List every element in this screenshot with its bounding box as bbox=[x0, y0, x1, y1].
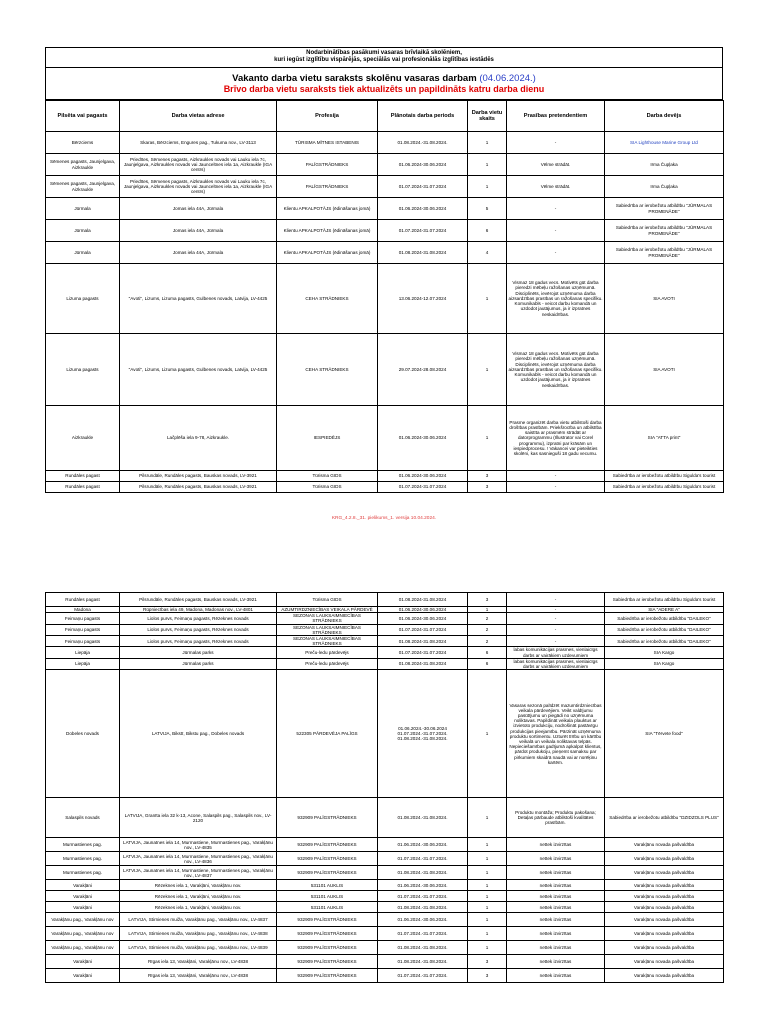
cell-address: LATVIJA, Stirnienes muiža, Varakļānu pag., Varakļānu nov., LV-4838 bbox=[120, 927, 277, 941]
cell-requirements: - bbox=[507, 613, 605, 624]
cell-address: LATVIJA, Stirnienes muiža, Varakļānu pag., Varakļānu nov., LV-4837 bbox=[120, 913, 277, 927]
cell-requirements: nettek izvirzītas bbox=[507, 880, 605, 891]
cell-requirements: - bbox=[507, 593, 605, 607]
table-row bbox=[46, 198, 724, 220]
cell-period: 01.08.2024-31.08.2024 bbox=[378, 242, 468, 264]
cell-address: Rēzeknes iela 1, Varakļāni, Varakļānu nov. bbox=[120, 902, 277, 913]
cell-requirements: nettek izvirzītas bbox=[507, 838, 605, 852]
cell-address: Pilsrundāle, Rundāles pagasts, Bauskas novads, LV-3921 bbox=[120, 471, 277, 482]
cell-employer: SIA "ATTA print" bbox=[605, 406, 724, 471]
vacancy-table-1-body bbox=[46, 132, 724, 493]
table-row bbox=[46, 969, 724, 983]
cell-count: 2 bbox=[468, 624, 507, 635]
cell-period: 01.07.2024-31.07.2024 bbox=[378, 647, 468, 658]
cell-profession: Klientu APKALPOTĀJS (ēdināšanas jomā) bbox=[277, 242, 378, 264]
cell-city: Varakļāni bbox=[46, 955, 120, 969]
cell-period: 01.06.2024-30.06.2024 bbox=[378, 607, 468, 613]
header-line-1: Nodarbinātības pasākumi vasaras brīvlaikā skolēniem, bbox=[306, 50, 462, 56]
table-row bbox=[46, 334, 724, 406]
table-row bbox=[46, 647, 724, 658]
cell-employer: Sabiedrība ar ierobežotu atbildību Sigulda's tourist bbox=[605, 482, 724, 493]
table-row bbox=[46, 902, 724, 913]
cell-count: 1 bbox=[468, 902, 507, 913]
cell-employer: Varakļānu novada pašvaldība bbox=[605, 955, 724, 969]
cell-profession: Tūrisma GIDS bbox=[277, 593, 378, 607]
cell-address: Rūpniecības iela 49, Madona, Madonas nov., LV-4801 bbox=[120, 607, 277, 613]
cell-period: 01.08.2024.-31.08.2024. bbox=[378, 132, 468, 154]
cell-period: 01.08.2024.-31.08.2024. bbox=[378, 941, 468, 955]
cell-requirements: Vismaz 18 gadus vecs. Motivēts gūt darba pieredzi mēbeļu ražošanas uzņēmumā. Disciplinēts, ievērojot uzņēmuma darba aizsardzības prasības un ražošanas specifiku. Komunikabls - veicot darbu komandā un uzdodot jautājumus, ja ir izpratnes neskaidrības. bbox=[507, 334, 605, 406]
cell-profession: 522305 PĀRDEVĒJA PALĪGS bbox=[277, 670, 378, 798]
cell-profession: 932909 PALĪGSTRĀDNIEKS bbox=[277, 913, 378, 927]
cell-requirements: nettek izvirzītas bbox=[507, 852, 605, 866]
cell-requirements: - bbox=[507, 242, 605, 264]
cell-period: 29.07.2024-28.08.2024 bbox=[378, 334, 468, 406]
col-header-profession: Profesija bbox=[277, 101, 378, 132]
col-header-employer: Darba devējs bbox=[605, 101, 724, 132]
cell-city: Rundāles pagast bbox=[46, 482, 120, 493]
cell-requirements: nettek izvirzītas bbox=[507, 941, 605, 955]
cell-requirements: Vismaz 18 gadus vecs. Motivēts gūt darba pieredzi mēbeļu ražošanas uzņēmumā. Disciplinēts, ievērojot uzņēmuma darba aizsardzības prasības un ražošanas specifiku. Komunikabls - veicot darbu komandā un uzdodot jautājumus, ja ir izpratnes neskaidrības. bbox=[507, 264, 605, 334]
col-header-city: Pilsēta vai pagasts bbox=[46, 101, 120, 132]
cell-employer: Sabiedrība ar ierobežotu atbildību Sigulda's tourist bbox=[605, 471, 724, 482]
cell-employer: Irma Čupļaka bbox=[605, 154, 724, 176]
cell-profession: CEHA STRĀDNIEKS bbox=[277, 264, 378, 334]
list-title-block bbox=[46, 68, 722, 100]
cell-count: 3 bbox=[468, 471, 507, 482]
cell-address: Jomas iela 44A, Jūrmala bbox=[120, 198, 277, 220]
table-row bbox=[46, 955, 724, 969]
cell-requirements: nettek izvirzītas bbox=[507, 913, 605, 927]
cell-requirements: Vēlme strādāt. bbox=[507, 176, 605, 198]
cell-address: LATVIJA, Jaunatnes iela 14, Murmastiene, Murmastienes pag., Varakļānu nov., LV-4837 bbox=[120, 866, 277, 880]
cell-city: Sēmenes pagasts, Jaunjelgava, Aizkraukle bbox=[46, 176, 120, 198]
table-header-row bbox=[46, 101, 724, 132]
cell-address: LATVIJA, Jaunatnes iela 14, Murmastiene, Murmastienes pag., Varakļānu nov., LV-4835 bbox=[120, 838, 277, 852]
cell-profession: 932909 PALĪGSTRĀDNIEKS bbox=[277, 866, 378, 880]
cell-period: 01.06.2024-30.06.2024 bbox=[378, 613, 468, 624]
cell-count: 1 bbox=[468, 154, 507, 176]
cell-period: 01.08.2024-31.08.2024 bbox=[378, 593, 468, 607]
cell-requirements: Produktu montāža; Produktu pakošana; Detaļas pārbaude atbilstoši kvalitātes prasībām. bbox=[507, 798, 605, 838]
table-row bbox=[46, 636, 724, 647]
cell-address: Liolos purvs, Feimaņu pagasts, Rēzeknes novads bbox=[120, 624, 277, 635]
cell-address: LATVIJA, Jaunatnes iela 14, Murmastiene, Murmastienes pag., Varakļānu nov., LV-4836 bbox=[120, 852, 277, 866]
table-row bbox=[46, 658, 724, 669]
cell-count: 1 bbox=[468, 891, 507, 902]
cell-address: Rēzeknes iela 1, Varakļāni, Varakļānu nov. bbox=[120, 891, 277, 902]
cell-address: Rēzeknes iela 1, Varakļāni, Varakļānu nov. bbox=[120, 880, 277, 891]
list-title bbox=[46, 73, 722, 84]
cell-period: 01.06.2024-30.06.2024 bbox=[378, 471, 468, 482]
cell-requirements: nettek izvirzītas bbox=[507, 927, 605, 941]
cell-city: Lizuma pagasts bbox=[46, 264, 120, 334]
cell-profession: PALĪGSTRĀDNIEKS bbox=[277, 154, 378, 176]
table-row bbox=[46, 852, 724, 866]
cell-city: Varakļāni bbox=[46, 902, 120, 913]
cell-employer: SIA Kargo bbox=[605, 647, 724, 658]
cell-period: 01.06.2024.-30.06.2024. bbox=[378, 913, 468, 927]
cell-city: Lizuma pagasts bbox=[46, 334, 120, 406]
cell-city: Liepāja bbox=[46, 658, 120, 669]
table-row bbox=[46, 471, 724, 482]
cell-employer: Sabiedrība ar ierobežotu atbildību "DZIDZOLS PLUS" bbox=[605, 798, 724, 838]
list-subtitle: Brīvo darba vietu saraksts tiek aktualizēts un papildināts katru darba dienu bbox=[223, 84, 545, 94]
cell-employer: SIA AVOTI bbox=[605, 334, 724, 406]
cell-requirements: Vēlme strādāt. bbox=[507, 154, 605, 176]
cell-city: Murmastienes pag. bbox=[46, 852, 120, 866]
cell-count: 3 bbox=[468, 969, 507, 983]
cell-employer: Varakļānu novada pašvaldība bbox=[605, 902, 724, 913]
cell-profession: 932909 PALĪGSTRĀDNIEKS bbox=[277, 955, 378, 969]
vacancy-table-2-body bbox=[46, 593, 724, 983]
cell-city: Bērzciems bbox=[46, 132, 120, 154]
table-row bbox=[46, 154, 724, 176]
cell-address: LATVIJA, Bikstī, Bikstu pag., Dobeles novads bbox=[120, 670, 277, 798]
cell-city: Varakļānu pag., Varakļānu nov bbox=[46, 927, 120, 941]
table-row bbox=[46, 891, 724, 902]
col-header-address: Darba vietas adrese bbox=[120, 101, 277, 132]
cell-count: 3 bbox=[468, 482, 507, 493]
cell-requirements: Prasme organizēt darba vietu atbilstoši darba drošības prasībām. Priekšrocība un atbilstība saistīta ar prasmēm strādāt ar datorprogrammu (Illustrator vai Corel programmu), izpratni par krāsām un iespiedprocesu. ! Vakancei var pieteikties skolēni, kas sasnieguši 18 gadu vecumu. bbox=[507, 406, 605, 471]
cell-requirements: labas komunikācijas prasmes, vienlaicīgs darbs ar vairākiem uzdevumiem bbox=[507, 658, 605, 669]
cell-count: 4 bbox=[468, 242, 507, 264]
cell-count: 1 bbox=[468, 334, 507, 406]
cell-employer: Varakļānu novada pašvaldība bbox=[605, 941, 724, 955]
table-row bbox=[46, 798, 724, 838]
cell-count: 1 bbox=[468, 264, 507, 334]
cell-profession: Tūrisma GIDS bbox=[277, 482, 378, 493]
cell-count: 1 bbox=[468, 607, 507, 613]
cell-city: Feimaņu pagasts bbox=[46, 624, 120, 635]
cell-address: Lačplēša iela 9-78, Aizkraukle. bbox=[120, 406, 277, 471]
cell-address: Liolos purvs, Feimaņu pagasts, Rēzeknes novads bbox=[120, 613, 277, 624]
cell-profession: 932909 PALĪGSTRĀDNIEKS bbox=[277, 969, 378, 983]
cell-employer: Varakļānu novada pašvaldība bbox=[605, 969, 724, 983]
cell-period: 01.08.2024.-31.08.2024. bbox=[378, 866, 468, 880]
cell-city: Jūrmala bbox=[46, 242, 120, 264]
cell-city: Varakļānu pag., Varakļānu nov bbox=[46, 913, 120, 927]
table-row bbox=[46, 880, 724, 891]
cell-count: 1 bbox=[468, 852, 507, 866]
cell-period: 01.08.2024-31.08.2024 bbox=[378, 636, 468, 647]
cell-period: 01.07.2024-31.07.2024 bbox=[378, 176, 468, 198]
table-row bbox=[46, 132, 724, 154]
cell-employer: Sabiedrība ar ierobežotu atbildību "DAILEKO" bbox=[605, 636, 724, 647]
cell-profession: TŪRISMA MĪTNES ISTABENIS bbox=[277, 132, 378, 154]
cell-profession: 932909 PALĪGSTRĀDNIEKS bbox=[277, 852, 378, 866]
cell-employer: Varakļānu novada pašvaldība bbox=[605, 927, 724, 941]
cell-period: 01.08.2024-31.08.2024 bbox=[378, 658, 468, 669]
cell-count: 6 bbox=[468, 658, 507, 669]
table-row bbox=[46, 406, 724, 471]
cell-employer: Irma Čupļaka bbox=[605, 176, 724, 198]
cell-count: 2 bbox=[468, 636, 507, 647]
table-row bbox=[46, 624, 724, 635]
cell-count: 1 bbox=[468, 838, 507, 852]
cell-profession: IESPIEDĒJS bbox=[277, 406, 378, 471]
cell-requirements: nettek izvirzītas bbox=[507, 891, 605, 902]
cell-profession: Preču-ledu pārdevējs bbox=[277, 647, 378, 658]
cell-address: LATVIJA, Granīta iela 32 k-13, Acone, Salaspils pag., Salaspils nov., LV-2120 bbox=[120, 798, 277, 838]
cell-period: 01.06.2024-30.06.2024 bbox=[378, 154, 468, 176]
footnote: KRG_4.2.8._31. pielikums_1. versija 10.04.2024. bbox=[331, 516, 437, 521]
cell-profession: 531101 AUKLIS bbox=[277, 880, 378, 891]
cell-address: Jomas iela 44A, Jūrmala bbox=[120, 220, 277, 242]
table-row bbox=[46, 913, 724, 927]
cell-period: 01.06.2024-30.06.2024 bbox=[378, 198, 468, 220]
table-row bbox=[46, 242, 724, 264]
list-title-text: Vakanto darba vietu saraksts skolēnu vasaras darbam bbox=[232, 73, 477, 84]
cell-employer: Sabiedrība ar ierobežotu atbildību "DAILEKO" bbox=[605, 613, 724, 624]
table-row bbox=[46, 613, 724, 624]
cell-requirements: - bbox=[507, 607, 605, 613]
cell-count: 3 bbox=[468, 955, 507, 969]
table-row bbox=[46, 220, 724, 242]
cell-address: LATVIJA, Stirnienes muiža, Varakļānu pag., Varakļānu nov., LV-4839 bbox=[120, 941, 277, 955]
table-row bbox=[46, 593, 724, 607]
cell-period: 01.06.2024.-30.06.2024 01.07.2024.-31.07.2024. 01.08.2024.-31.08.2024. bbox=[378, 670, 468, 798]
cell-address: Pilsrundāle, Rundāles pagasts, Bauskas novads, LV-3921 bbox=[120, 593, 277, 607]
cell-city: Varakļāni bbox=[46, 969, 120, 983]
cell-requirements: nettek izvirzītas bbox=[507, 902, 605, 913]
cell-count: 1 bbox=[468, 913, 507, 927]
cell-count: 1 bbox=[468, 406, 507, 471]
cell-city: Dobeles novads bbox=[46, 670, 120, 798]
cell-profession: 932909 PALĪGSTRĀDNIEKS bbox=[277, 927, 378, 941]
cell-employer: Varakļānu novada pašvaldība bbox=[605, 913, 724, 927]
cell-profession: CEHA STRĀDNIEKS bbox=[277, 334, 378, 406]
cell-city: Rundāles pagast bbox=[46, 593, 120, 607]
table-row bbox=[46, 866, 724, 880]
cell-profession: 932909 PALĪGSTRĀDNIEKS bbox=[277, 838, 378, 852]
cell-city: Madona bbox=[46, 607, 120, 613]
cell-count: 1 bbox=[468, 176, 507, 198]
cell-requirements: nettek izvirzītas bbox=[507, 969, 605, 983]
cell-address: Jūrmalas parks bbox=[120, 647, 277, 658]
cell-city: Varakļāni bbox=[46, 880, 120, 891]
cell-city: Feimaņu pagasts bbox=[46, 613, 120, 624]
cell-period: 01.07.2024-31.07.2024 bbox=[378, 624, 468, 635]
cell-address: Jomas iela 44A, Jūrmala bbox=[120, 242, 277, 264]
cell-city: Sēmenes pagasts, Jaunjelgava, Aizkraukle bbox=[46, 154, 120, 176]
cell-address: Priedītes, Sēmenes pagasts, Aizkraukles novads vai Lauku iela 7c, Jaunjelgava, Aizkraukles novads vai Jaunceltnes iela 1a, Aizkraukle (IGA centrs) bbox=[120, 154, 277, 176]
cell-period: 01.06.2024-30.06.2024 bbox=[378, 406, 468, 471]
cell-city: Feimaņu pagasts bbox=[46, 636, 120, 647]
cell-count: 5 bbox=[468, 198, 507, 220]
cell-requirements: nettek izvirzītas bbox=[507, 866, 605, 880]
cell-city: Murmastienes pag. bbox=[46, 866, 120, 880]
table-row bbox=[46, 670, 724, 798]
cell-requirements: nettek izvirzītas bbox=[507, 955, 605, 969]
cell-employer: SIA AVOTI bbox=[605, 264, 724, 334]
cell-employer: Sabiedrība ar ierobežotu atbildību Sigulda's tourist bbox=[605, 593, 724, 607]
cell-address: "Avoti", Lizums, Lizuma pagasts, Gulbenes novads, Latvija, LV-4425 bbox=[120, 264, 277, 334]
cell-profession: Klientu APKALPOTĀJS (ēdināšanas jomā) bbox=[277, 220, 378, 242]
cell-profession: SEZONAS LAUKSAIMNIECĪBAS STRĀDNIEKS bbox=[277, 624, 378, 635]
cell-profession: PALĪGSTRĀDNIEKS bbox=[277, 176, 378, 198]
col-header-period: Plānotais darba periods bbox=[378, 101, 468, 132]
cell-requirements: - bbox=[507, 132, 605, 154]
cell-employer: Sabiedrība ar ierobežotu atbildību "JŪRMALAS PROMENĀDE" bbox=[605, 198, 724, 220]
cell-requirements: labas komunikācijas prasmes, vienlaicīgs darbs ar vairākiem uzdevumiem bbox=[507, 647, 605, 658]
cell-address: Liolos purvs, Feimaņu pagasts, Rēzeknes novads bbox=[120, 636, 277, 647]
table-row bbox=[46, 941, 724, 955]
cell-period: 01.08.2024.-31.08.2024. bbox=[378, 798, 468, 838]
cell-profession: Preču-ledu pārdevējs bbox=[277, 658, 378, 669]
cell-period: 01.06.2024.-30.06.2024. bbox=[378, 838, 468, 852]
cell-employer: Varakļānu novada pašvaldība bbox=[605, 852, 724, 866]
cell-count: 1 bbox=[468, 132, 507, 154]
cell-address: Rīgas iela 13, Varakļāni, Varakļānu nov., LV-4838 bbox=[120, 969, 277, 983]
cell-employer: SIA "Tērvete food" bbox=[605, 670, 724, 798]
cell-period: 01.07.2024.-31.07.2024. bbox=[378, 852, 468, 866]
table-row bbox=[46, 264, 724, 334]
cell-count: 3 bbox=[468, 593, 507, 607]
cell-employer: Sabiedrība ar ierobežotu atbildību "JŪRMALAS PROMENĀDE" bbox=[605, 242, 724, 264]
cell-city: Salaspils novads bbox=[46, 798, 120, 838]
cell-employer: SIA "ADERE A" bbox=[605, 607, 724, 613]
cell-profession: Klientu APKALPOTĀJS (ēdināšanas jomā) bbox=[277, 198, 378, 220]
list-date: (04.06.2024.) bbox=[479, 73, 536, 84]
header-line-2: kuri iegūst izglītību vispārējās, speciālās vai profesionālās izglītības iestādēs bbox=[274, 57, 494, 63]
cell-requirements: - bbox=[507, 624, 605, 635]
vacancy-table-2 bbox=[45, 592, 724, 983]
cell-employer: Varakļānu novada pašvaldība bbox=[605, 838, 724, 852]
cell-city: Varakļāni bbox=[46, 891, 120, 902]
cell-address: Rīgas iela 13, Varakļāni, Varakļānu nov., LV-4838 bbox=[120, 955, 277, 969]
cell-requirements: - bbox=[507, 220, 605, 242]
cell-period: 01.07.2024-31.07.2024 bbox=[378, 482, 468, 493]
cell-count: 1 bbox=[468, 798, 507, 838]
cell-city: Varakļānu pag., Varakļānu nov bbox=[46, 941, 120, 955]
cell-period: 01.07.2024.-31.07.2024. bbox=[378, 927, 468, 941]
cell-period: 01.08.2024.-31.08.2024. bbox=[378, 902, 468, 913]
cell-city: Rundāles pagast bbox=[46, 471, 120, 482]
cell-period: 01.06.2024.-30.06.2024. bbox=[378, 880, 468, 891]
col-header-requirements: Prasības pretendentiem bbox=[507, 101, 605, 132]
cell-employer: SIA Lighthouse Marine Group Ltd bbox=[605, 132, 724, 154]
cell-employer: Varakļānu novada pašvaldība bbox=[605, 880, 724, 891]
cell-employer: Sabiedrība ar ierobežotu atbildību "DAILEKO" bbox=[605, 624, 724, 635]
cell-profession: SEZONAS LAUKSAIMNIECĪBAS STRĀDNIEKS bbox=[277, 613, 378, 624]
cell-city: Jūrmala bbox=[46, 220, 120, 242]
cell-profession: AZUMTIRDZNIECĪBAS VEIKALA PĀRDEVĒ bbox=[277, 607, 378, 613]
cell-address: "Avoti", Lizums, Lizuma pagasts, Gulbenes novads, Latvija, LV-4425 bbox=[120, 334, 277, 406]
cell-requirements: - bbox=[507, 482, 605, 493]
table-row bbox=[46, 927, 724, 941]
cell-requirements: Vasaras sezonā palīdzēt mazumtirdzniecības veikala pārdevējiem. Veikt valdījumu pasūtījumu un piegādi no uzņēmuma noliktavas. Papildināt veikala plauktus ar izvietoto produkciju, nodrošināt pastāvīgu produkcijas pieejamību. Pārzināt uzņēmuma produktu sortimentu. Uzturēt tīrību un kārtību veikalā un veikala noliktavas telpās. Nepieciešamības gadījumā apkalpot klientus, pārdot produkciju, pieņemt samaksu par pirkumiem skaidrā naudā vai ar norēķinu kartēm. bbox=[507, 670, 605, 798]
cell-requirements: - bbox=[507, 636, 605, 647]
header-title bbox=[46, 48, 722, 68]
cell-address: Priedītes, Sēmenes pagasts, Aizkraukles novads vai Lauku iela 7c, Jaunjelgava, Aizkraukles novads vai Jaunceltnes iela 1a, Aizkraukle (IGA centrs) bbox=[120, 176, 277, 198]
cell-profession: 531101 AUKLIS bbox=[277, 891, 378, 902]
cell-count: 1 bbox=[468, 880, 507, 891]
cell-address: Pilsrundāle, Rundāles pagasts, Bauskas novads, LV-3921 bbox=[120, 482, 277, 493]
cell-employer: Varakļānu novada pašvaldība bbox=[605, 866, 724, 880]
document-header bbox=[45, 47, 723, 100]
vacancy-table-1 bbox=[45, 100, 724, 493]
cell-city: Murmastienes pag. bbox=[46, 838, 120, 852]
cell-count: 1 bbox=[468, 866, 507, 880]
cell-period: 13.06.2024-12.07.2024 bbox=[378, 264, 468, 334]
cell-period: 01.07.2024.-31.07.2024. bbox=[378, 891, 468, 902]
cell-count: 1 bbox=[468, 927, 507, 941]
col-header-count: Darba vietu skaits bbox=[468, 101, 507, 132]
cell-profession: Tūrisma GIDS bbox=[277, 471, 378, 482]
cell-employer: Sabiedrība ar ierobežotu atbildību "JŪRMALAS PROMENĀDE" bbox=[605, 220, 724, 242]
cell-count: 1 bbox=[468, 670, 507, 798]
table-row bbox=[46, 176, 724, 198]
cell-employer: SIA Kargo bbox=[605, 658, 724, 669]
cell-requirements: - bbox=[507, 198, 605, 220]
cell-address: Jūrmalas parks bbox=[120, 658, 277, 669]
cell-period: 01.07.2024.-31.07.2024. bbox=[378, 969, 468, 983]
table-row bbox=[46, 482, 724, 493]
cell-profession: SEZONAS LAUKSAIMNIECĪBAS STRĀDNIEKS bbox=[277, 636, 378, 647]
cell-city: Aizkraukle bbox=[46, 406, 120, 471]
vacancy-sheet-page-2 bbox=[45, 592, 723, 983]
cell-period: 01.08.2024.-31.08.2024. bbox=[378, 955, 468, 969]
cell-count: 6 bbox=[468, 647, 507, 658]
cell-profession: 932909 PALĪGSTRĀDNIEKS bbox=[277, 941, 378, 955]
vacancy-sheet-page-1 bbox=[45, 47, 723, 493]
cell-profession: 531101 AUKLIS bbox=[277, 902, 378, 913]
cell-employer: Varakļānu novada pašvaldība bbox=[605, 891, 724, 902]
cell-address: Skaras, Bērzciems, Engures pag., Tukuma nov., LV-3113 bbox=[120, 132, 277, 154]
cell-period: 01.07.2024-31.07.2024 bbox=[378, 220, 468, 242]
cell-count: 2 bbox=[468, 613, 507, 624]
cell-count: 6 bbox=[468, 220, 507, 242]
cell-profession: 932909 PALĪGSTRĀDNIEKS bbox=[277, 798, 378, 838]
cell-count: 1 bbox=[468, 941, 507, 955]
cell-city: Jūrmala bbox=[46, 198, 120, 220]
cell-city: Liepāja bbox=[46, 647, 120, 658]
cell-requirements: - bbox=[507, 471, 605, 482]
table-row bbox=[46, 838, 724, 852]
